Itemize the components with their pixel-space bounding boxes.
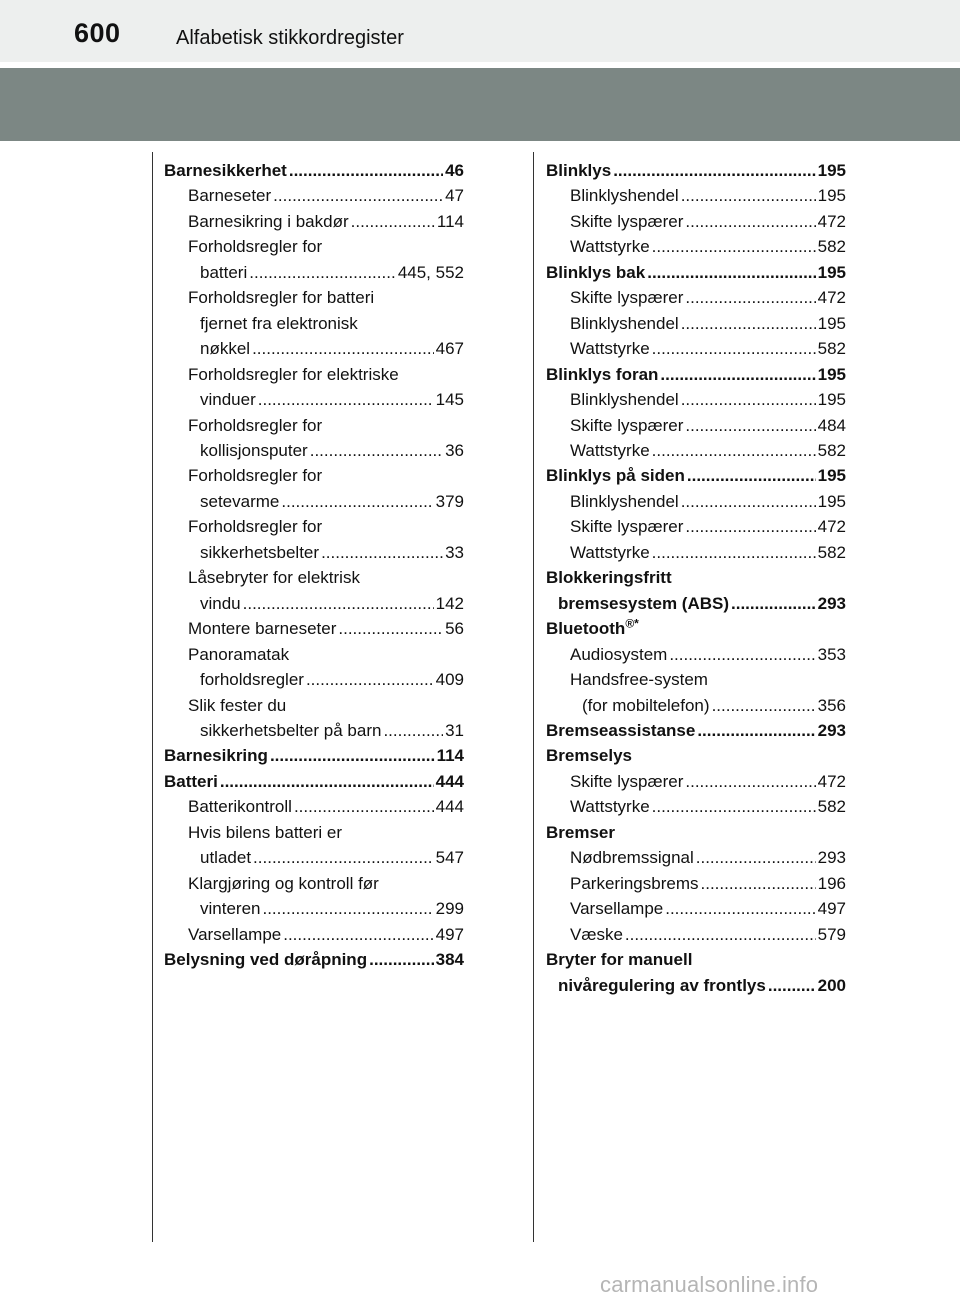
index-term: (for mobiltelefon) [582,695,710,715]
dot-leader [696,845,816,870]
page-reference: 145 [435,390,464,410]
index-term: forholdsregler [200,670,304,690]
index-entry [164,413,464,438]
index-term: Blinklys foran [546,364,659,384]
index-term: vinduer [200,390,256,410]
index-term: Batteri [164,771,218,791]
index-term: Låsebryter for elektrisk [188,568,360,588]
dot-leader [306,667,434,692]
dot-leader [283,922,433,947]
dot-leader [665,896,815,921]
index-term: Blinklyshendel [570,186,679,206]
page-reference: 195 [817,491,846,511]
index-entry [546,463,846,488]
index-term: Wattstyrke [570,440,650,460]
index-term: Wattstyrke [570,339,650,359]
index-entry [164,362,464,387]
dot-leader [310,438,443,463]
page-header [0,0,960,62]
page-reference: 579 [817,924,846,944]
index-term: Forholdsregler for [188,517,323,537]
index-entry [164,234,464,259]
index-term: Barneseter [188,186,272,206]
index-entry [164,209,464,234]
dot-leader [685,209,815,234]
index-term: Forholdsregler for [188,237,323,257]
page-reference: 472 [817,771,846,791]
index-term: Varsellampe [188,924,282,944]
index-entry [546,514,846,539]
index-entry [546,387,846,412]
index-term: utladet [200,848,252,868]
index-term: vinteren [200,899,261,919]
index-entry [546,591,846,616]
index-term: Forholdsregler for elektriske [188,364,399,384]
dot-leader [681,183,816,208]
page-reference: 582 [817,797,846,817]
dot-leader [220,769,434,794]
page-reference: 195 [817,262,846,282]
page-reference: 582 [817,542,846,562]
page-reference: 467 [435,339,464,359]
dot-leader [669,642,815,667]
index-term: Wattstyrke [570,237,650,257]
page-reference: 582 [817,440,846,460]
page-reference: 293 [817,593,846,613]
page-reference: 497 [817,899,846,919]
index-entry [546,820,846,845]
header-band [0,68,960,141]
index-entry [164,794,464,819]
index-term: setevarme [200,491,280,511]
index-term: Barnesikring [164,746,268,766]
index-entry [546,183,846,208]
dot-leader [273,183,443,208]
index-term: Varsellampe [570,899,664,919]
index-term: Wattstyrke [570,542,650,562]
page-reference: 195 [817,364,846,384]
page-reference: 445, 552 [397,262,464,282]
index-entry [164,947,464,972]
page-reference: 409 [435,670,464,690]
index-term: Blinklyshendel [570,390,679,410]
dot-leader [294,794,434,819]
page-reference: 36 [445,440,464,460]
index-term: Belysning ved døråpning [164,950,368,970]
index-entry [164,183,464,208]
index-entry [546,667,846,692]
index-entry [164,336,464,361]
index-entry [164,667,464,692]
index-entry [164,820,464,845]
page-reference: 195 [817,390,846,410]
page-reference: 114 [436,211,464,231]
index-entry [164,743,464,768]
dot-leader [258,387,434,412]
index-term: Bluetooth [546,619,626,639]
index-entry [164,285,464,310]
index-entry [164,311,464,336]
index-entry [546,413,846,438]
dot-leader [652,438,816,463]
index-entry [164,463,464,488]
index-entry [546,794,846,819]
dot-leader [243,591,434,616]
page-reference: 142 [435,593,464,613]
page-reference: 299 [435,899,464,919]
dot-leader [681,311,816,336]
index-term: sikkerhetsbelter [200,542,320,562]
page-reference: 444 [435,797,464,817]
index-term: Wattstyrke [570,797,650,817]
index-term: Parkeringsbrems [570,873,699,893]
index-term: Skifte lyspærer [570,517,684,537]
index-entry [546,845,846,870]
index-term: nivåregulering av frontlys [558,975,766,995]
page-reference: 547 [435,848,464,868]
dot-leader [281,489,433,514]
trademark-mark: ®* [625,616,639,631]
index-term: Blinklys bak [546,262,646,282]
page-reference: 353 [817,644,846,664]
page-reference: 31 [445,720,464,740]
left-column-rule [152,152,153,1242]
left-index-column [164,158,464,973]
index-term: Barnesikring i bakdør [188,211,349,231]
index-entry [164,922,464,947]
index-term: Blokkeringsfritt [546,568,672,588]
page-reference: 582 [817,237,846,257]
index-term: Blinklys [546,161,612,180]
page-reference: 472 [817,517,846,537]
dot-leader [338,616,443,641]
index-entry [546,871,846,896]
index-term: Skifte lyspærer [570,288,684,308]
dot-leader [647,260,815,285]
page-reference: 384 [435,950,464,970]
index-entry [164,616,464,641]
index-entry [546,693,846,718]
index-entry [164,591,464,616]
dot-leader [685,514,815,539]
page-reference: 47 [445,186,464,206]
index-term: bremsesystem (ABS) [558,593,730,613]
index-entry [546,209,846,234]
index-term: Bryter for manuell [546,950,693,970]
dot-leader [768,973,816,998]
index-entry [546,769,846,794]
page-reference: 444 [435,771,464,791]
page-reference: 33 [445,542,464,562]
index-entry [164,693,464,718]
index-term: Blinklyshendel [570,313,679,333]
dot-leader [252,336,434,361]
dot-leader [731,591,816,616]
index-term: Hvis bilens batteri er [188,822,343,842]
index-entry [546,973,846,998]
index-term: Forholdsregler for [188,415,323,435]
index-term: Skifte lyspærer [570,415,684,435]
page-reference: 195 [817,466,846,486]
index-term: Skifte lyspærer [570,771,684,791]
index-entry [164,260,464,285]
index-entry [546,336,846,361]
index-entry [546,438,846,463]
page-reference: 200 [817,975,846,995]
index-entry [546,616,846,641]
page-reference: 196 [817,873,846,893]
dot-leader [625,922,816,947]
dot-leader [685,285,815,310]
dot-leader [253,845,434,870]
index-term: nøkkel [200,339,251,359]
index-entry [164,387,464,412]
index-entry [164,489,464,514]
dot-leader [383,718,443,743]
index-term: Forholdsregler for [188,466,323,486]
index-entry [164,718,464,743]
index-term: Bremselys [546,746,633,766]
index-entry [546,743,846,768]
dot-leader [262,896,433,921]
index-entry [164,514,464,539]
page-reference: 114 [436,746,464,766]
dot-leader [369,947,434,972]
index-term: vindu [200,593,241,613]
watermark-text: carmanualsonline.info [600,1272,819,1297]
dot-leader [681,489,816,514]
dot-leader [685,413,815,438]
index-entry [546,642,846,667]
index-term: Panoramatak [188,644,290,664]
dot-leader [712,693,816,718]
index-entry [546,896,846,921]
right-column-rule [533,152,534,1242]
page-reference: 293 [817,720,846,740]
dot-leader [270,743,435,768]
page-title: Alfabetisk stikkordregister [176,27,404,49]
page-reference: 472 [817,211,846,231]
index-term: Bremser [546,822,615,842]
index-entry [546,285,846,310]
dot-leader [687,463,816,488]
index-entry [164,540,464,565]
index-term: Batterikontroll [188,797,292,817]
index-entry [164,896,464,921]
right-index-column [546,158,846,998]
dot-leader [289,158,443,183]
index-entry [164,438,464,463]
page-reference: 195 [817,161,846,180]
index-entry [546,718,846,743]
index-term: Barnesikkerhet [164,161,287,180]
dot-leader [701,871,816,896]
index-entry [546,540,846,565]
page-reference: 46 [445,161,464,180]
index-term: Slik fester du [188,695,287,715]
index-entry [164,642,464,667]
index-entry [546,260,846,285]
index-term: sikkerhetsbelter på barn [200,720,382,740]
index-entry [164,769,464,794]
page-reference: 56 [445,619,464,639]
index-term: Handsfree-system [570,670,708,690]
index-entry [164,845,464,870]
index-entry [164,158,464,183]
index-entry [164,871,464,896]
index-term: Klargjøring og kontroll før [188,873,379,893]
dot-leader [681,387,816,412]
index-entry [546,922,846,947]
index-entry [546,565,846,590]
dot-leader [652,540,816,565]
index-term: Montere barneseter [188,619,337,639]
index-term: batteri [200,262,248,282]
page-reference: 356 [817,695,846,715]
index-term: kollisjonsputer [200,440,308,460]
index-term: Audiosystem [570,644,668,664]
dot-leader [660,362,815,387]
dot-leader [613,158,815,183]
page-reference: 484 [817,415,846,435]
page-reference: 195 [817,313,846,333]
index-entry [546,311,846,336]
page-reference: 379 [435,491,464,511]
index-entry [546,947,846,972]
index-term: Blinklys på siden [546,466,685,486]
index-entry [546,158,846,183]
index-entry [546,362,846,387]
index-entry [164,565,464,590]
page-reference: 195 [817,186,846,206]
dot-leader [652,336,816,361]
index-term: Forholdsregler for batteri [188,288,375,308]
index-term: Skifte lyspærer [570,211,684,231]
dot-leader [697,718,815,743]
dot-leader [249,260,396,285]
dot-leader [652,794,816,819]
index-entry [546,234,846,259]
page-reference: 582 [817,339,846,359]
page-reference: 472 [817,288,846,308]
dot-leader [351,209,435,234]
index-term: Nødbremssignal [570,848,694,868]
index-term: Bremseassistanse [546,720,696,740]
dot-leader [685,769,815,794]
page-number: 600 [74,18,121,48]
dot-leader [652,234,816,259]
page-reference: 293 [817,848,846,868]
index-term: fjernet fra elektronisk [200,313,358,333]
index-entry [546,489,846,514]
index-term: Blinklyshendel [570,491,679,511]
dot-leader [321,540,443,565]
index-term: Væske [570,924,623,944]
page-reference: 497 [435,924,464,944]
